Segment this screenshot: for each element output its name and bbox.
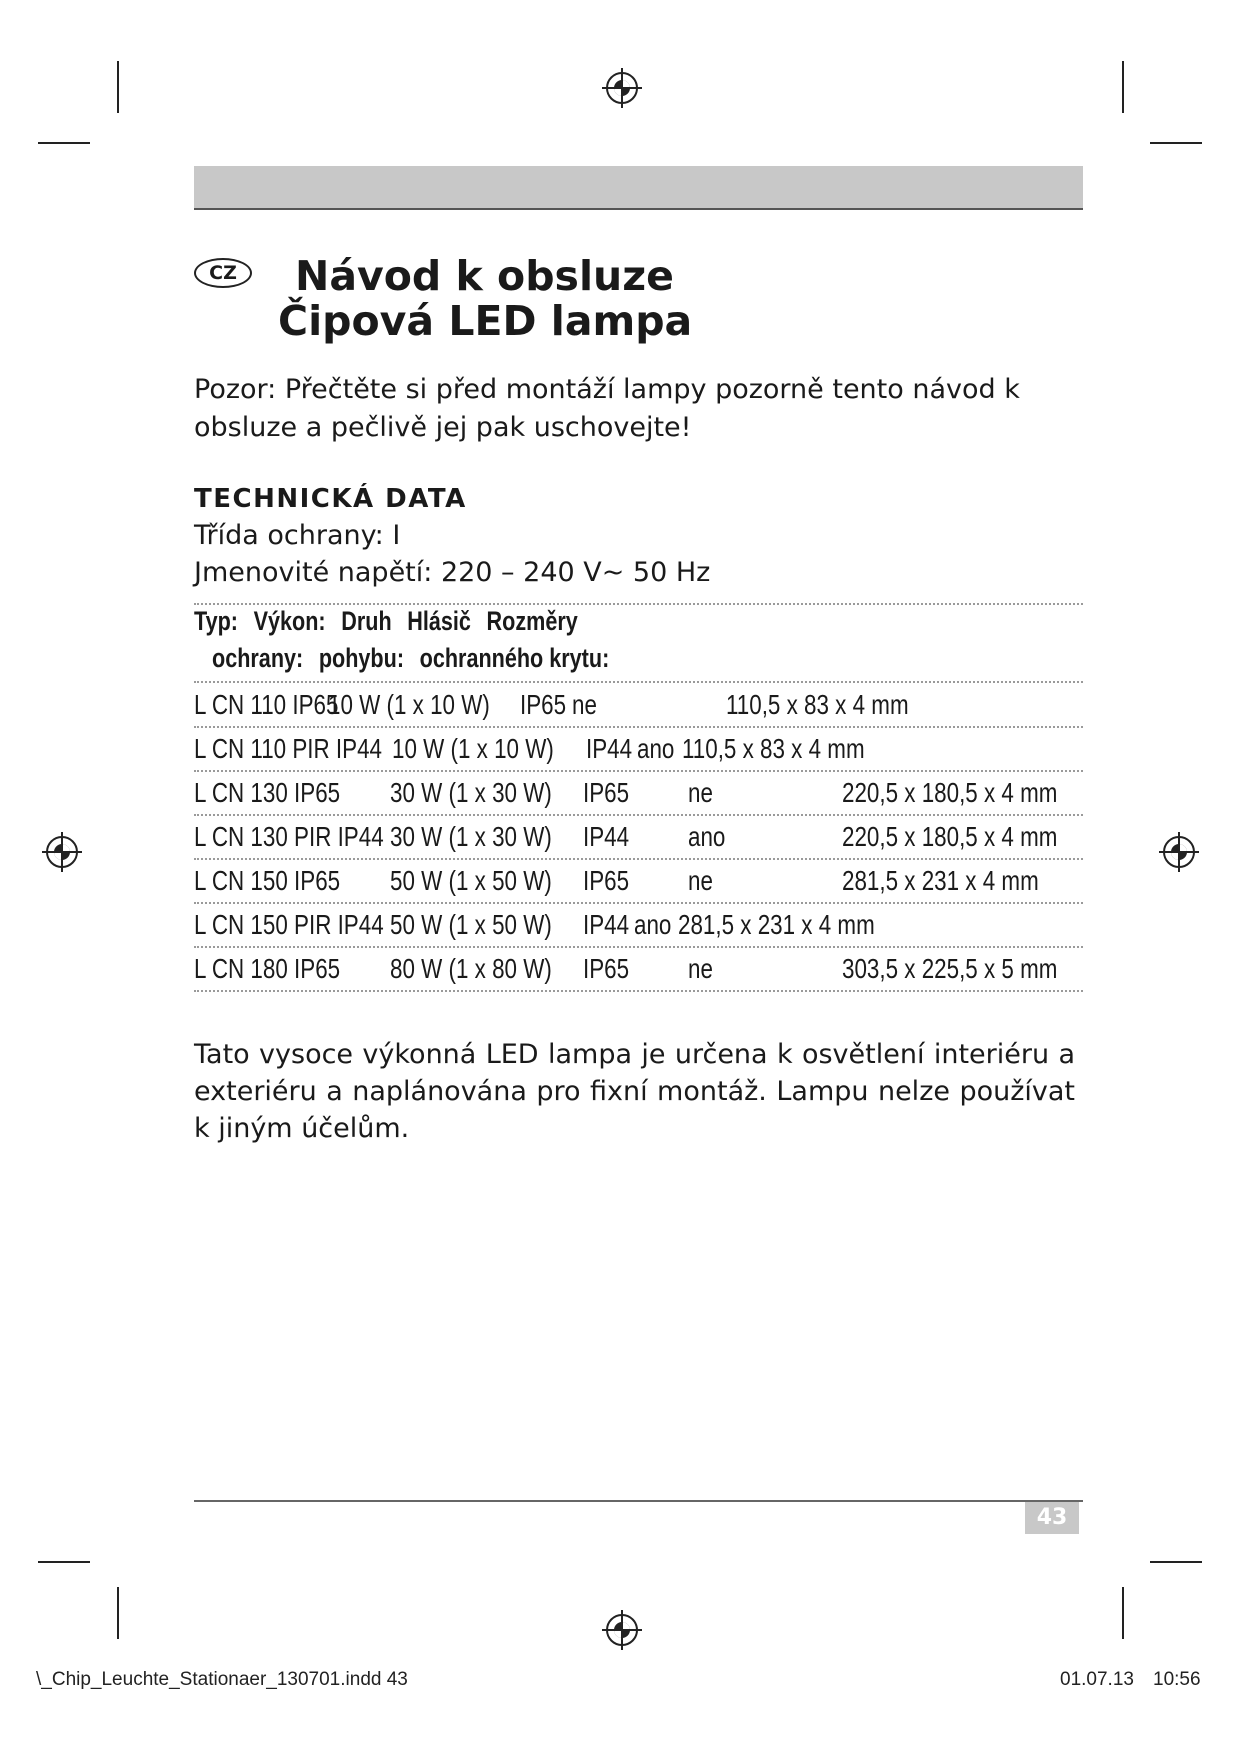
cell-power: 30 W (1 x 30 W) [390,821,552,852]
col-header: ochranného krytu: [419,643,610,673]
crop-mark [38,142,90,144]
crop-mark [1122,1587,1124,1639]
crop-mark [117,1587,119,1639]
cell-type: L CN 110 PIR IP44 [194,733,383,764]
cell-motion: ano [688,821,726,852]
cell-dimensions: 303,5 x 225,5 x 5 mm [842,953,1058,984]
cell-protection: IP65 [583,865,630,896]
cell-protection: IP44 [583,909,630,940]
crop-mark [38,1561,90,1563]
slug-date: 01.07.13 [1060,1669,1134,1690]
slug-filename: \_Chip_Leuchte_Stationaer_130701.indd 43 [36,1669,408,1690]
table-header-row-1 [194,606,587,642]
slug-time: 10:56 [1153,1669,1201,1690]
cell-motion: ano [637,733,675,764]
table-row [194,859,1083,903]
cell-dimensions: 220,5 x 180,5 x 4 mm [842,821,1058,852]
cell-motion: ne [688,777,713,808]
page-subtitle: Čipová LED lampa [278,297,693,345]
cell-protection: IP44 [586,733,633,764]
page-number: 43 [1025,1502,1079,1534]
col-header: pohybu: [318,643,405,673]
cell-dimensions: 110,5 x 83 x 4 mm [682,733,865,764]
cell-type: L CN 180 IP65 [194,953,341,984]
registration-mark-icon [1157,830,1201,874]
cell-dimensions: 281,5 x 231 x 4 mm [842,865,1039,896]
cell-power: 50 W (1 x 50 W) [390,909,552,940]
section-heading: TECHNICKÁ DATA [194,484,467,514]
table-row [194,815,1083,859]
rated-voltage: Jmenovité napětí: 220 – 240 V~ 50 Hz [194,557,711,588]
cell-type: L CN 150 PIR IP44 [194,909,384,940]
table-divider [194,603,1083,605]
language-badge: CZ [194,258,252,288]
table-row [194,903,1083,947]
crop-mark [117,61,119,113]
cell-dimensions: 110,5 x 83 x 4 mm [726,689,909,720]
cell-type: L CN 130 PIR IP44 [194,821,384,852]
cell-motion: ne [572,689,597,720]
cell-power: 10 W (1 x 10 W) [328,689,490,720]
cell-motion: ne [688,865,713,896]
table-row [194,947,1083,991]
col-header: Výkon: [253,606,326,636]
cell-dimensions: 220,5 x 180,5 x 4 mm [842,777,1058,808]
cell-power: 10 W (1 x 10 W) [392,733,554,764]
cell-motion: ne [688,953,713,984]
cell-protection: IP65 [520,689,567,720]
cell-protection: IP44 [583,821,630,852]
warning-text: Pozor: Přečtěte si před montáží lampy pozorně tento návod k obsluze a pečlivě jej pak uschovejte! [194,374,1020,443]
cell-type: L CN 150 IP65 [194,865,341,896]
table-row [194,771,1083,815]
crop-mark [1150,142,1202,144]
footer-rule [194,1500,1083,1502]
col-header: Typ: [194,606,238,636]
cell-motion: ano [634,909,672,940]
table-header-row-2 [212,643,619,679]
page-title: Návod k obsluze [295,252,674,300]
cell-power: 50 W (1 x 50 W) [390,865,552,896]
cell-type: L CN 130 IP65 [194,777,341,808]
cell-protection: IP65 [583,953,630,984]
protection-class: Třída ochrany: I [194,520,401,551]
header-bar [194,166,1083,210]
cell-power: 80 W (1 x 80 W) [390,953,552,984]
col-header: Rozměry [486,606,578,636]
col-header: ochrany: [212,643,304,673]
registration-mark-icon [600,1608,644,1652]
registration-mark-icon [40,830,84,874]
cell-power: 30 W (1 x 30 W) [390,777,552,808]
registration-mark-icon [600,66,644,110]
cell-protection: IP65 [583,777,630,808]
crop-mark [1122,61,1124,113]
table-row [194,727,1083,771]
crop-mark [1150,1561,1202,1563]
col-header: Hlásič [407,606,471,636]
cell-dimensions: 281,5 x 231 x 4 mm [678,909,875,940]
table-row [194,683,1083,727]
table-divider [194,990,1083,992]
col-header: Druh [341,606,392,636]
cell-type: L CN 110 IP65 [194,689,339,720]
description-text: Tato vysoce výkonná LED lampa je určena k osvětlení interiéru a exteriéru a naplánována pro fixní montáž. Lampu nelze používat k jiným účelům. [194,1039,1075,1144]
